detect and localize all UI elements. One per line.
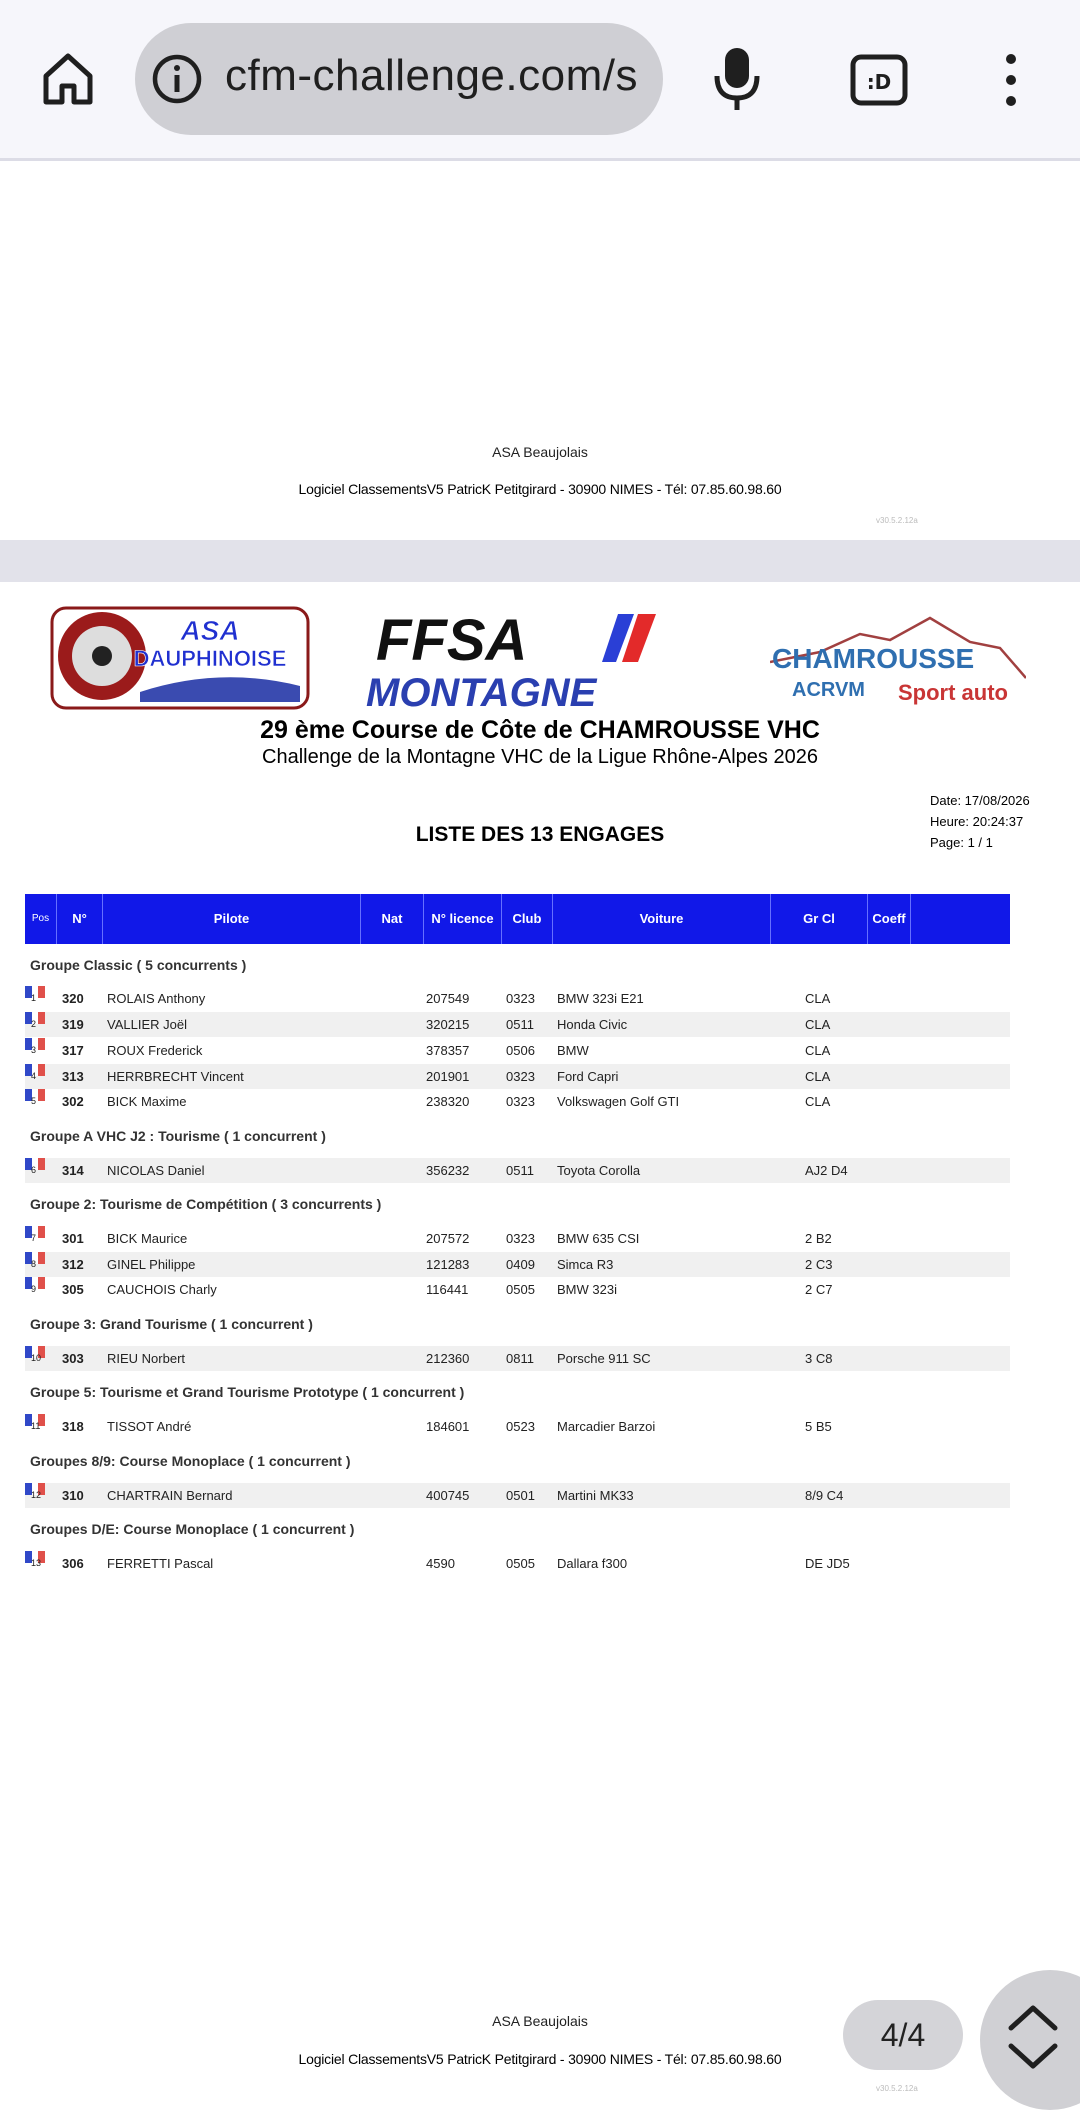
row-grcl: DE JD5 bbox=[805, 1556, 850, 1571]
col-licence: N° licence bbox=[424, 894, 502, 944]
row-num: 313 bbox=[62, 1069, 84, 1084]
group-header: Groupe 3: Grand Tourisme ( 1 concurrent ) bbox=[30, 1316, 313, 1332]
table-row bbox=[25, 1089, 1010, 1114]
table-row bbox=[25, 1346, 1010, 1371]
footer-software: Logiciel ClassementsV5 PatricK Petitgirard - 30900 NIMES - Tél: 07.85.60.98.60 bbox=[298, 2051, 782, 2067]
col-grcl: Gr Cl bbox=[771, 894, 868, 944]
row-licence: 4590 bbox=[426, 1556, 455, 1571]
row-grcl: 5 B5 bbox=[805, 1419, 832, 1434]
row-club: 0506 bbox=[506, 1043, 535, 1058]
group-header: Groupes D/E: Course Monoplace ( 1 concurrent ) bbox=[30, 1521, 355, 1537]
row-club: 0323 bbox=[506, 1231, 535, 1246]
col-pos: Pos bbox=[25, 894, 57, 944]
svg-text:FFSA: FFSA bbox=[376, 608, 528, 673]
col-pilote: Pilote bbox=[103, 894, 361, 944]
doc-time: Heure: 20:24:37 bbox=[930, 814, 1024, 829]
prev-footer-software: Logiciel ClassementsV5 PatricK Petitgirard - 30900 NIMES - Tél: 07.85.60.98.60 bbox=[298, 481, 782, 497]
row-grcl: CLA bbox=[805, 1043, 831, 1058]
overflow-menu-icon[interactable] bbox=[996, 52, 1026, 108]
row-pilote: ROUX Frederick bbox=[107, 1043, 203, 1058]
row-club: 0811 bbox=[506, 1351, 534, 1366]
row-car: Porsche 911 SC bbox=[557, 1351, 651, 1366]
col-num: N° bbox=[57, 894, 103, 944]
row-licence: 400745 bbox=[426, 1488, 470, 1503]
row-grcl: AJ2 D4 bbox=[805, 1163, 848, 1178]
table-row bbox=[25, 1226, 1010, 1251]
home-icon[interactable] bbox=[38, 48, 98, 108]
row-licence: 356232 bbox=[426, 1163, 470, 1178]
row-club: 0323 bbox=[506, 1069, 535, 1084]
row-num: 301 bbox=[62, 1231, 84, 1246]
row-licence: 116441 bbox=[426, 1282, 469, 1297]
row-car: BMW 323i E21 bbox=[557, 991, 644, 1006]
row-num: 317 bbox=[62, 1043, 84, 1058]
row-club: 0523 bbox=[506, 1419, 535, 1434]
row-licence: 238320 bbox=[426, 1094, 470, 1109]
asa-dauphinoise-logo bbox=[50, 606, 310, 710]
row-pos: 5 bbox=[31, 1096, 37, 1106]
table-row bbox=[25, 1158, 1010, 1183]
row-pos: 10 bbox=[31, 1353, 42, 1363]
footer-version: v30.5.2.12a bbox=[876, 2084, 918, 2093]
row-club: 0505 bbox=[506, 1556, 535, 1571]
row-pilote: VALLIER Joël bbox=[107, 1017, 187, 1032]
row-car: Martini MK33 bbox=[557, 1488, 634, 1503]
address-bar[interactable] bbox=[135, 23, 663, 135]
row-num: 312 bbox=[62, 1257, 84, 1272]
svg-text:DAUPHINOISE: DAUPHINOISE bbox=[133, 646, 287, 671]
table-row bbox=[25, 1551, 1010, 1576]
row-club: 0409 bbox=[506, 1257, 535, 1272]
row-num: 305 bbox=[62, 1282, 84, 1297]
row-pilote: ROLAIS Anthony bbox=[107, 991, 206, 1006]
row-club: 0511 bbox=[506, 1163, 534, 1178]
table-row bbox=[25, 1252, 1010, 1277]
row-pilote: GINEL Philippe bbox=[107, 1257, 196, 1272]
row-pilote: CHARTRAIN Bernard bbox=[107, 1488, 233, 1503]
row-pilote: TISSOT André bbox=[107, 1419, 192, 1434]
row-licence: 207572 bbox=[426, 1231, 470, 1246]
row-grcl: 3 C8 bbox=[805, 1351, 833, 1366]
row-grcl: 8/9 C4 bbox=[805, 1488, 844, 1503]
info-icon[interactable] bbox=[151, 53, 203, 105]
row-grcl: CLA bbox=[805, 1094, 831, 1109]
browser-toolbar bbox=[0, 0, 1080, 161]
microphone-icon[interactable] bbox=[710, 44, 764, 114]
row-pilote: BICK Maxime bbox=[107, 1094, 187, 1109]
row-pilote: CAUCHOIS Charly bbox=[107, 1282, 217, 1297]
doc-date: Date: 17/08/2026 bbox=[930, 793, 1030, 808]
row-pilote: NICOLAS Daniel bbox=[107, 1163, 205, 1178]
scroll-up-down-icon[interactable] bbox=[1003, 1998, 1063, 2078]
row-pos: 2 bbox=[31, 1019, 37, 1029]
svg-text:CHAMROUSSE: CHAMROUSSE bbox=[772, 643, 975, 674]
row-grcl: 2 B2 bbox=[805, 1231, 832, 1246]
svg-text:Sport auto: Sport auto bbox=[898, 680, 1008, 705]
row-car: Ford Capri bbox=[557, 1069, 619, 1084]
row-licence: 320215 bbox=[426, 1017, 470, 1032]
col-nat: Nat bbox=[361, 894, 424, 944]
row-club: 0505 bbox=[506, 1282, 535, 1297]
row-club: 0511 bbox=[506, 1017, 534, 1032]
prev-footer-org: ASA Beaujolais bbox=[492, 444, 588, 460]
row-num: 319 bbox=[62, 1017, 84, 1032]
row-pos: 3 bbox=[31, 1045, 37, 1055]
row-car: Simca R3 bbox=[557, 1257, 614, 1272]
col-club: Club bbox=[502, 894, 553, 944]
row-grcl: CLA bbox=[805, 1069, 831, 1084]
row-car: Volkswagen Golf GTI bbox=[557, 1094, 680, 1109]
row-club: 0323 bbox=[506, 991, 535, 1006]
row-grcl: 2 C7 bbox=[805, 1282, 833, 1297]
row-club: 0323 bbox=[506, 1094, 535, 1109]
ffsa-montagne-logo bbox=[366, 608, 662, 712]
table-row bbox=[25, 1012, 1010, 1037]
row-num: 310 bbox=[62, 1488, 84, 1503]
row-car: Dallara f300 bbox=[557, 1556, 628, 1571]
group-header: Groupes 8/9: Course Monoplace ( 1 concurrent ) bbox=[30, 1453, 351, 1469]
tab-switcher-icon[interactable] bbox=[850, 54, 908, 106]
svg-text::D: :D bbox=[866, 70, 892, 94]
row-pilote: RIEU Norbert bbox=[107, 1351, 186, 1366]
row-num: 314 bbox=[62, 1163, 84, 1178]
row-car: Marcadier Barzoi bbox=[557, 1419, 656, 1434]
table-row bbox=[25, 986, 1010, 1011]
row-pos: 8 bbox=[31, 1259, 37, 1269]
row-grcl: CLA bbox=[805, 991, 831, 1006]
svg-text:ASA: ASA bbox=[180, 615, 240, 646]
row-num: 306 bbox=[62, 1556, 84, 1571]
doc-page: Page: 1 / 1 bbox=[930, 835, 993, 850]
row-pilote: HERRBRECHT Vincent bbox=[107, 1069, 244, 1084]
row-licence: 184601 bbox=[426, 1419, 470, 1434]
list-title: LISTE DES 13 ENGAGES bbox=[415, 823, 665, 846]
row-num: 318 bbox=[62, 1419, 84, 1434]
row-pos: 1 bbox=[31, 993, 37, 1003]
row-num: 320 bbox=[62, 991, 84, 1006]
row-pos: 13 bbox=[31, 1558, 42, 1568]
table-row bbox=[25, 1038, 1010, 1063]
svg-text:ACRVM: ACRVM bbox=[792, 679, 865, 701]
row-grcl: 2 C3 bbox=[805, 1257, 833, 1272]
url-text[interactable]: cfm-challenge.com/s bbox=[225, 51, 638, 100]
row-club: 0501 bbox=[506, 1488, 535, 1503]
row-num: 303 bbox=[62, 1351, 84, 1366]
table-row bbox=[25, 1483, 1010, 1508]
row-car: Toyota Corolla bbox=[557, 1163, 641, 1178]
row-licence: 378357 bbox=[426, 1043, 470, 1058]
row-pos: 6 bbox=[31, 1165, 37, 1175]
row-car: BMW 323i bbox=[557, 1282, 617, 1297]
footer-org: ASA Beaujolais bbox=[492, 2013, 588, 2029]
col-coeff: Coeff bbox=[868, 894, 911, 944]
row-pilote: BICK Maurice bbox=[107, 1231, 188, 1246]
row-pos: 7 bbox=[31, 1233, 37, 1243]
row-grcl: CLA bbox=[805, 1017, 831, 1032]
row-licence: 207549 bbox=[426, 991, 470, 1006]
row-num: 302 bbox=[62, 1094, 84, 1109]
table-row bbox=[25, 1277, 1010, 1302]
page-separator bbox=[0, 540, 1080, 582]
prev-footer-version: v30.5.2.12a bbox=[876, 516, 918, 525]
event-subtitle: Challenge de la Montagne VHC de la Ligue Rhône-Alpes 2026 bbox=[262, 746, 818, 768]
row-licence: 201901 bbox=[426, 1069, 470, 1084]
page-indicator: 4/4 bbox=[843, 2000, 963, 2070]
row-pilote: FERRETTI Pascal bbox=[107, 1556, 214, 1571]
col-voiture: Voiture bbox=[553, 894, 771, 944]
svg-text:MONTAGNE: MONTAGNE bbox=[366, 671, 597, 712]
table-header bbox=[25, 894, 1010, 944]
row-pos: 4 bbox=[31, 1071, 37, 1081]
group-header: Groupe A VHC J2 : Tourisme ( 1 concurrent ) bbox=[30, 1128, 326, 1144]
group-header: Groupe 2: Tourisme de Compétition ( 3 concurrents ) bbox=[30, 1196, 382, 1212]
group-header: Groupe 5: Tourisme et Grand Tourisme Prototype ( 1 concurrent ) bbox=[30, 1384, 465, 1400]
chamrousse-logo bbox=[770, 612, 1026, 712]
row-pos: 12 bbox=[31, 1490, 42, 1500]
fast-scroll-handle[interactable] bbox=[980, 1970, 1080, 2110]
group-header: Groupe Classic ( 5 concurrents ) bbox=[30, 957, 247, 973]
row-car: BMW 635 CSI bbox=[557, 1231, 640, 1246]
event-title: 29 ème Course de Côte de CHAMROUSSE VHC bbox=[260, 716, 820, 744]
table-row bbox=[25, 1064, 1010, 1089]
row-pos: 11 bbox=[31, 1421, 41, 1431]
row-licence: 212360 bbox=[426, 1351, 470, 1366]
row-pos: 9 bbox=[31, 1284, 37, 1294]
row-licence: 121283 bbox=[426, 1257, 470, 1272]
table-row bbox=[25, 1414, 1010, 1439]
row-car: BMW bbox=[557, 1043, 589, 1058]
row-car: Honda Civic bbox=[557, 1017, 628, 1032]
